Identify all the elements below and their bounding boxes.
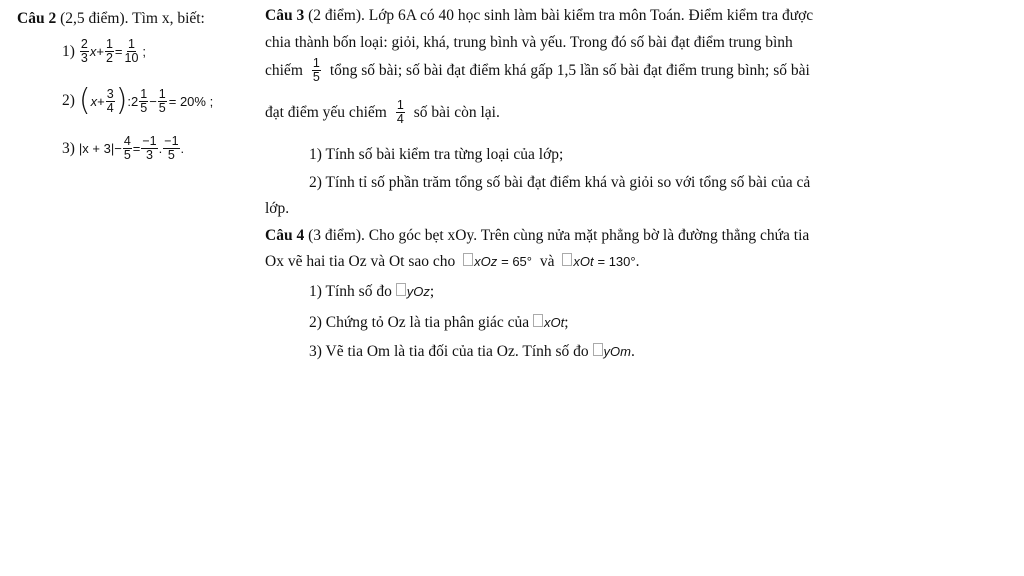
angle-xOz-value: = 65° xyxy=(501,254,532,269)
q3-line-4 xyxy=(265,99,500,126)
q4-item-1: 1) Tính số đo yOz; xyxy=(309,283,435,300)
q3-line-4-a: đạt điểm yếu chiếm xyxy=(265,103,387,121)
angle-yOm: yOm xyxy=(593,344,631,359)
q4-item-2: 2) Chứng tỏ Oz là tia phân giác của xOt; xyxy=(309,314,569,331)
fraction: $\frac{-1}{5}$ xyxy=(164,134,179,162)
q4-line-1 xyxy=(265,227,809,245)
fraction: $\frac{2}{3}$ xyxy=(80,37,88,65)
q3-line-1-text: (2 điểm). Lớp 6A có 40 học sinh làm bài kiểm tra môn Toán. Điểm kiểm tra được xyxy=(304,7,814,24)
q2-equation-3: 3) |x + 3| − $\frac{4}{5}$ = $\frac{-1}{3}$ . $\frac{-1}{5}$ . xyxy=(62,134,185,162)
fraction: $\frac{1}{5}$ xyxy=(140,86,148,115)
q3-item-2: 2) Tính tỉ số phần trăm tổng số bài đạt điểm khá và giỏi so với tổng số bài của cả xyxy=(309,174,811,191)
angle-xOz: xOz xyxy=(463,254,497,269)
q2-title-rest: (2,5 điểm). Tìm x, biết: xyxy=(56,10,205,27)
q3-item-2-cont: lớp. xyxy=(265,200,290,217)
fraction: $\frac{-1}{3}$ xyxy=(142,134,157,162)
fraction: $\frac{1}{2}$ xyxy=(105,37,113,65)
q3-line-1 xyxy=(265,7,813,25)
q2-equation-1: 1) $\frac{2}{3}$ x + $\frac{1}{2}$ = $\frac{1}{10}$ ; xyxy=(62,37,147,65)
q3-line-2: chia thành bốn loại: giỏi, khá, trung bình và yếu. Trong đó số bài đạt điểm trung bình xyxy=(265,34,793,51)
q3-line-4-b: số bài còn lại. xyxy=(413,103,500,121)
angle-xOt: xOt xyxy=(562,254,593,269)
q4-item-1-text: 1) Tính số đo xyxy=(309,283,392,300)
fraction: $\frac{1}{4}$ xyxy=(396,98,404,126)
fraction: $\frac{4}{5}$ xyxy=(123,134,131,162)
q3-item-1: 1) Tính số bài kiểm tra từng loại của lớp; xyxy=(309,146,564,163)
angle-xOt-value: = 130° xyxy=(597,254,636,269)
q2-title-bold: Câu 2 xyxy=(17,10,57,27)
q4-title-bold: Câu 4 xyxy=(265,227,305,244)
q3-title-bold: Câu 3 xyxy=(265,7,305,24)
q3-line-3 xyxy=(265,57,810,84)
fraction: $\frac{3}{4}$ xyxy=(106,86,114,115)
q4-and: và xyxy=(539,253,555,270)
angle-yOz: yOz xyxy=(396,284,430,299)
q4-item-3-text: 3) Vẽ tia Om là tia đối của tia Oz. Tính số đo xyxy=(309,343,589,360)
q3-line-3-a: chiếm xyxy=(265,61,303,79)
fraction: $\frac{1}{5}$ xyxy=(312,56,320,84)
eq-number: 2) xyxy=(62,92,75,109)
angle-xOt: xOt xyxy=(533,315,564,330)
fraction: $\frac{1}{10}$ xyxy=(124,37,139,65)
q2-equation-2: 2) ( x + $\frac{3}{4}$ ) :2 $\frac{1}{5}$ − $\frac{1}{5}$ = 20% ; xyxy=(62,83,214,118)
q4-item-3: 3) Vẽ tia Om là tia đối của tia Oz. Tính số đo yOm. xyxy=(309,343,635,360)
q4-item-2-text: 2) Chứng tỏ Oz là tia phân giác của xyxy=(309,314,530,331)
fraction: $\frac{1}{5}$ xyxy=(158,86,166,115)
q2-title xyxy=(17,10,205,28)
q4-line-2-a: Ox vẽ hai tia Oz và Ot sao cho xyxy=(265,253,456,270)
eq-number: 1) xyxy=(62,42,75,60)
eq-number: 3) xyxy=(62,139,75,157)
q3-line-3-b: tổng số bài; số bài đạt điểm khá gấp 1,5 lần số bài đạt điểm trung bình; số bài xyxy=(329,61,810,79)
q4-line-2: Ox vẽ hai tia Oz và Ot sao cho xOz = 65° và xOt = 130°. xyxy=(265,253,640,270)
q4-line-1-text: (3 điểm). Cho góc bẹt xOy. Trên cùng nửa mặt phẳng bờ là đường thẳng chứa tia xyxy=(304,227,810,244)
